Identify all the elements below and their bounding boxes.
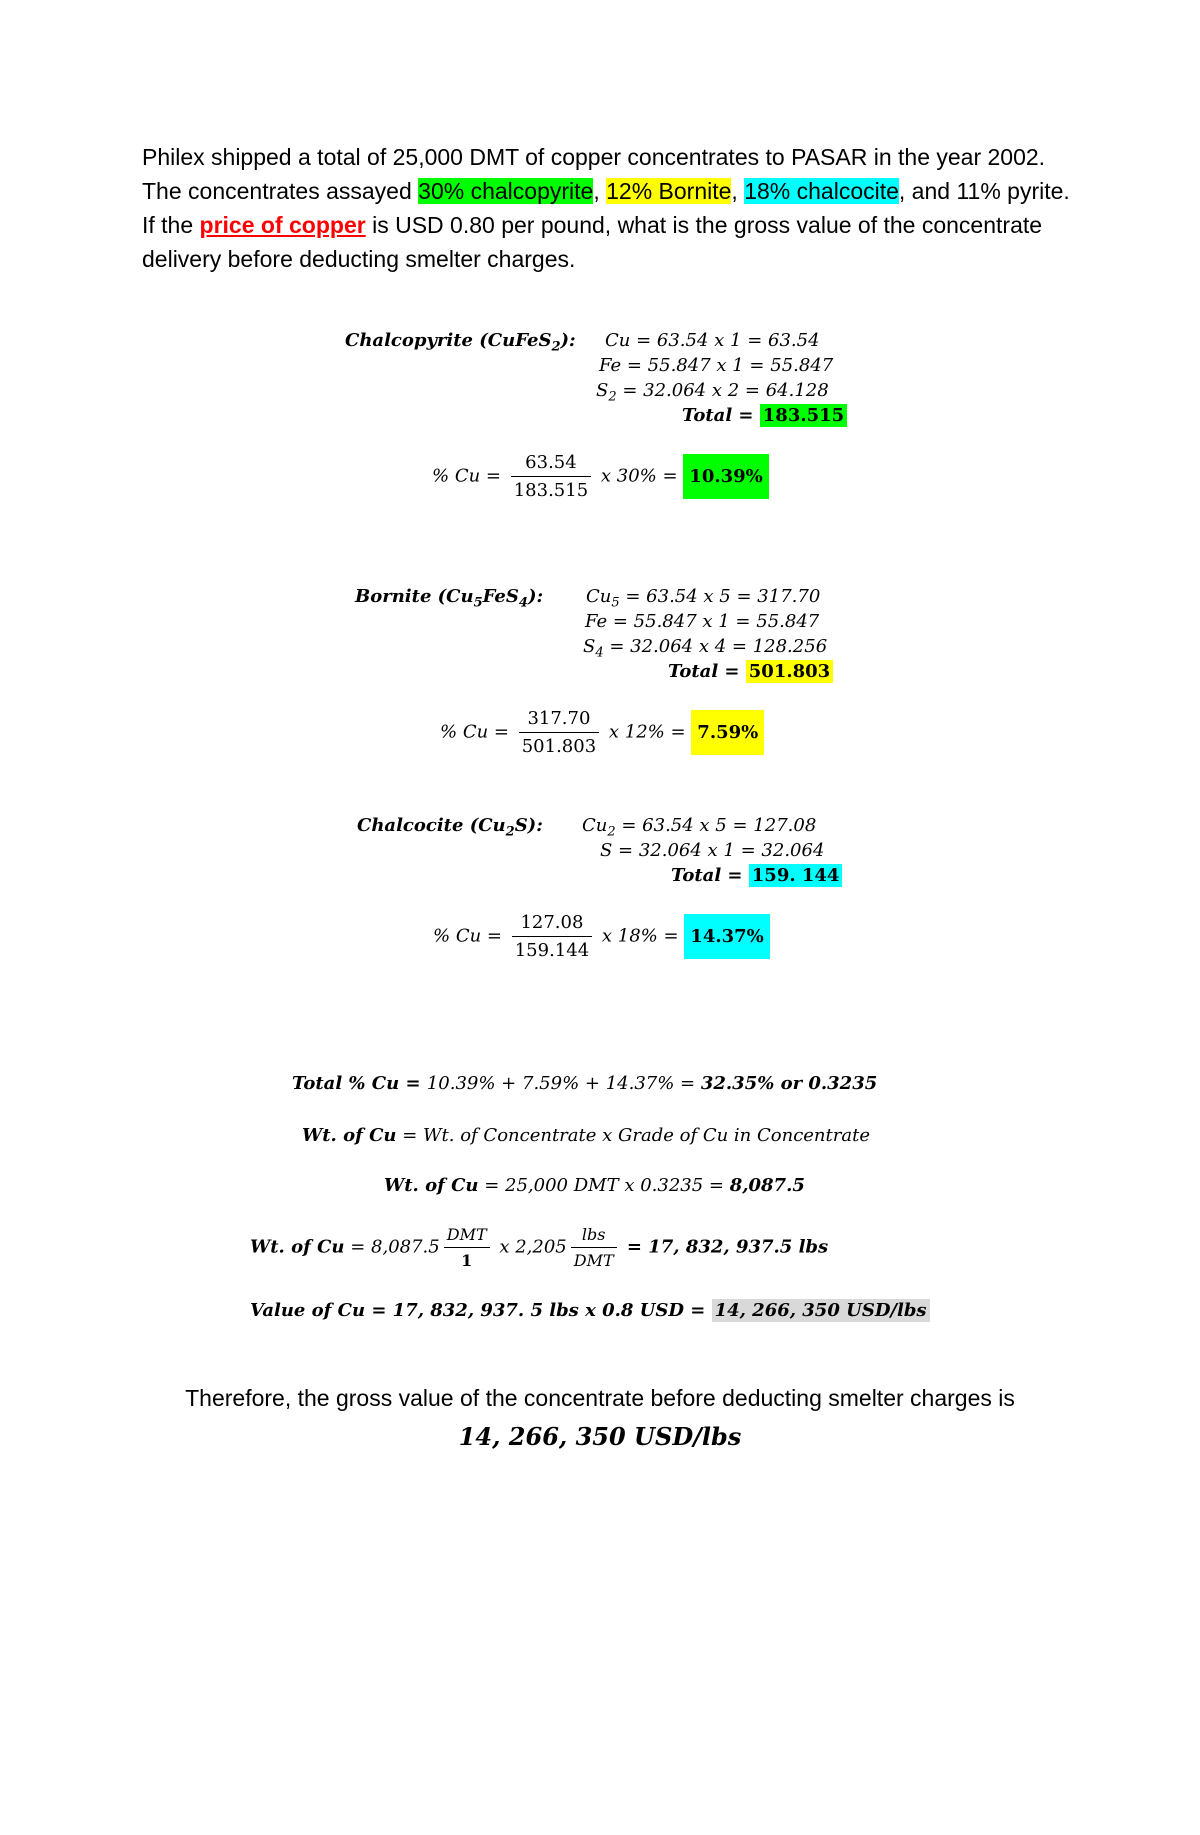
conclusion-text: Therefore, the gross value of the concentrate before deducting smelter charges is — [185, 1385, 1015, 1411]
problem-text-2: , and 11% pyrite. If the — [142, 178, 1070, 238]
bornite-label: Bornite $(Cu_5FeS_4)$: — [355, 586, 544, 611]
problem-statement — [142, 140, 1072, 276]
chalcocite-total: Total = 159. 144 — [671, 865, 842, 886]
bornite-percent-cu: % Cu = $\frac{317.70}{501.803}$ x 12% = 7.59% — [440, 708, 764, 757]
chalcopyrite-fraction: $\frac{63.54}{183.515}$ — [511, 452, 591, 501]
highlight-chalcocite: 18% chalcocite — [744, 178, 899, 204]
chalcocite-fraction: $\frac{127.08}{159.144}$ — [512, 912, 592, 961]
chalcocite-cu-line: $Cu_2 = 63.54$ x 5 = 127.08 — [582, 815, 817, 840]
chalcopyrite-cu-line: Cu = 63.54 x 1 = 63.54 — [605, 330, 820, 351]
chalcopyrite-total: Total = 183.515 — [682, 405, 847, 426]
highlight-bornite: 12% Bornite — [606, 178, 732, 204]
chalcopyrite-fe-line: Fe = 55.847 x 1 = 55.847 — [599, 355, 834, 376]
bornite-s-line: $S_4 = 32.064$ x 4 = 128.256 — [583, 636, 828, 661]
chalcocite-percent-cu: % Cu = $\frac{127.08}{159.144}$ x 18% = 14.37% — [433, 912, 770, 961]
bornite-fe-line: Fe = 55.847 x 1 = 55.847 — [585, 611, 820, 632]
final-answer: 14, 266, 350 USD/lbs — [458, 1422, 742, 1451]
bornite-fraction: $\frac{317.70}{501.803}$ — [519, 708, 599, 757]
weight-in-lbs: Wt. of Cu = 8,087.5 $\frac{\text{DMT}}{1}$ x 2,205 $\frac{\text{lbs}}{\text{DMT}}$ = 17, 832, 937.5 lbs — [250, 1225, 829, 1270]
highlight-chalcopyrite: 30% chalcopyrite — [418, 178, 594, 204]
chalcopyrite-label: Chalcopyrite (CuFeS$_2$): — [345, 330, 576, 355]
chalcopyrite-percent-cu: % Cu = $\frac{63.54}{183.515}$ x 30% = 10.39% — [432, 452, 769, 501]
chalcocite-percent-result: 14.37% — [684, 914, 769, 959]
price-of-copper-link: price of copper — [199, 212, 366, 238]
problem-comma-2: , — [731, 178, 745, 204]
bornite-total-value: 501.803 — [746, 660, 833, 683]
weight-formula: Wt. of Cu = Wt. of Concentrate x Grade of Cu in Concentrate — [302, 1125, 870, 1146]
value-result: 14, 266, 350 USD/lbs — [712, 1299, 930, 1322]
chalcocite-label: Chalcocite $(Cu_2S)$: — [357, 815, 543, 840]
weight-calculation: Wt. of Cu = 25,000 DMT x 0.3235 = 8,087.5 — [384, 1175, 805, 1196]
chalcopyrite-total-value: 183.515 — [760, 404, 847, 427]
bornite-total: Total = 501.803 — [668, 661, 833, 682]
total-percent-cu: Total % Cu = 10.39% + 7.59% + 14.37% = 32.35% or 0.3235 — [292, 1073, 878, 1094]
chalcocite-total-value: 159. 144 — [749, 864, 843, 887]
problem-text-3: is USD 0.80 per pound, what is the gross value of the concentrate delivery before deducting smelter charges. — [142, 212, 1043, 272]
bornite-cu-line: $Cu_5 = 63.54$ x 5 = 317.70 — [586, 586, 821, 611]
problem-comma-1: , — [593, 178, 607, 204]
lbs-per-dmt-fraction: $\frac{\text{lbs}}{\text{DMT}}$ — [571, 1225, 617, 1270]
dmt-fraction: $\frac{\text{DMT}}{1}$ — [444, 1225, 490, 1270]
chalcocite-s-line: S = 32.064 x 1 = 32.064 — [600, 840, 825, 861]
bornite-percent-result: 7.59% — [691, 710, 764, 755]
chalcopyrite-percent-result: 10.39% — [683, 454, 768, 499]
problem-text-1: Philex shipped a total of 25,000 DMT of copper concentrates to PASAR in the year 2002. The concentrates assayed — [142, 144, 1046, 204]
value-of-cu: Value of Cu = 17, 832, 937. 5 lbs x 0.8 USD = 14, 266, 350 USD/lbs — [250, 1300, 930, 1321]
chalcopyrite-s-line: $S_2 = 32.064$ x 2 = 64.128 — [596, 380, 829, 405]
